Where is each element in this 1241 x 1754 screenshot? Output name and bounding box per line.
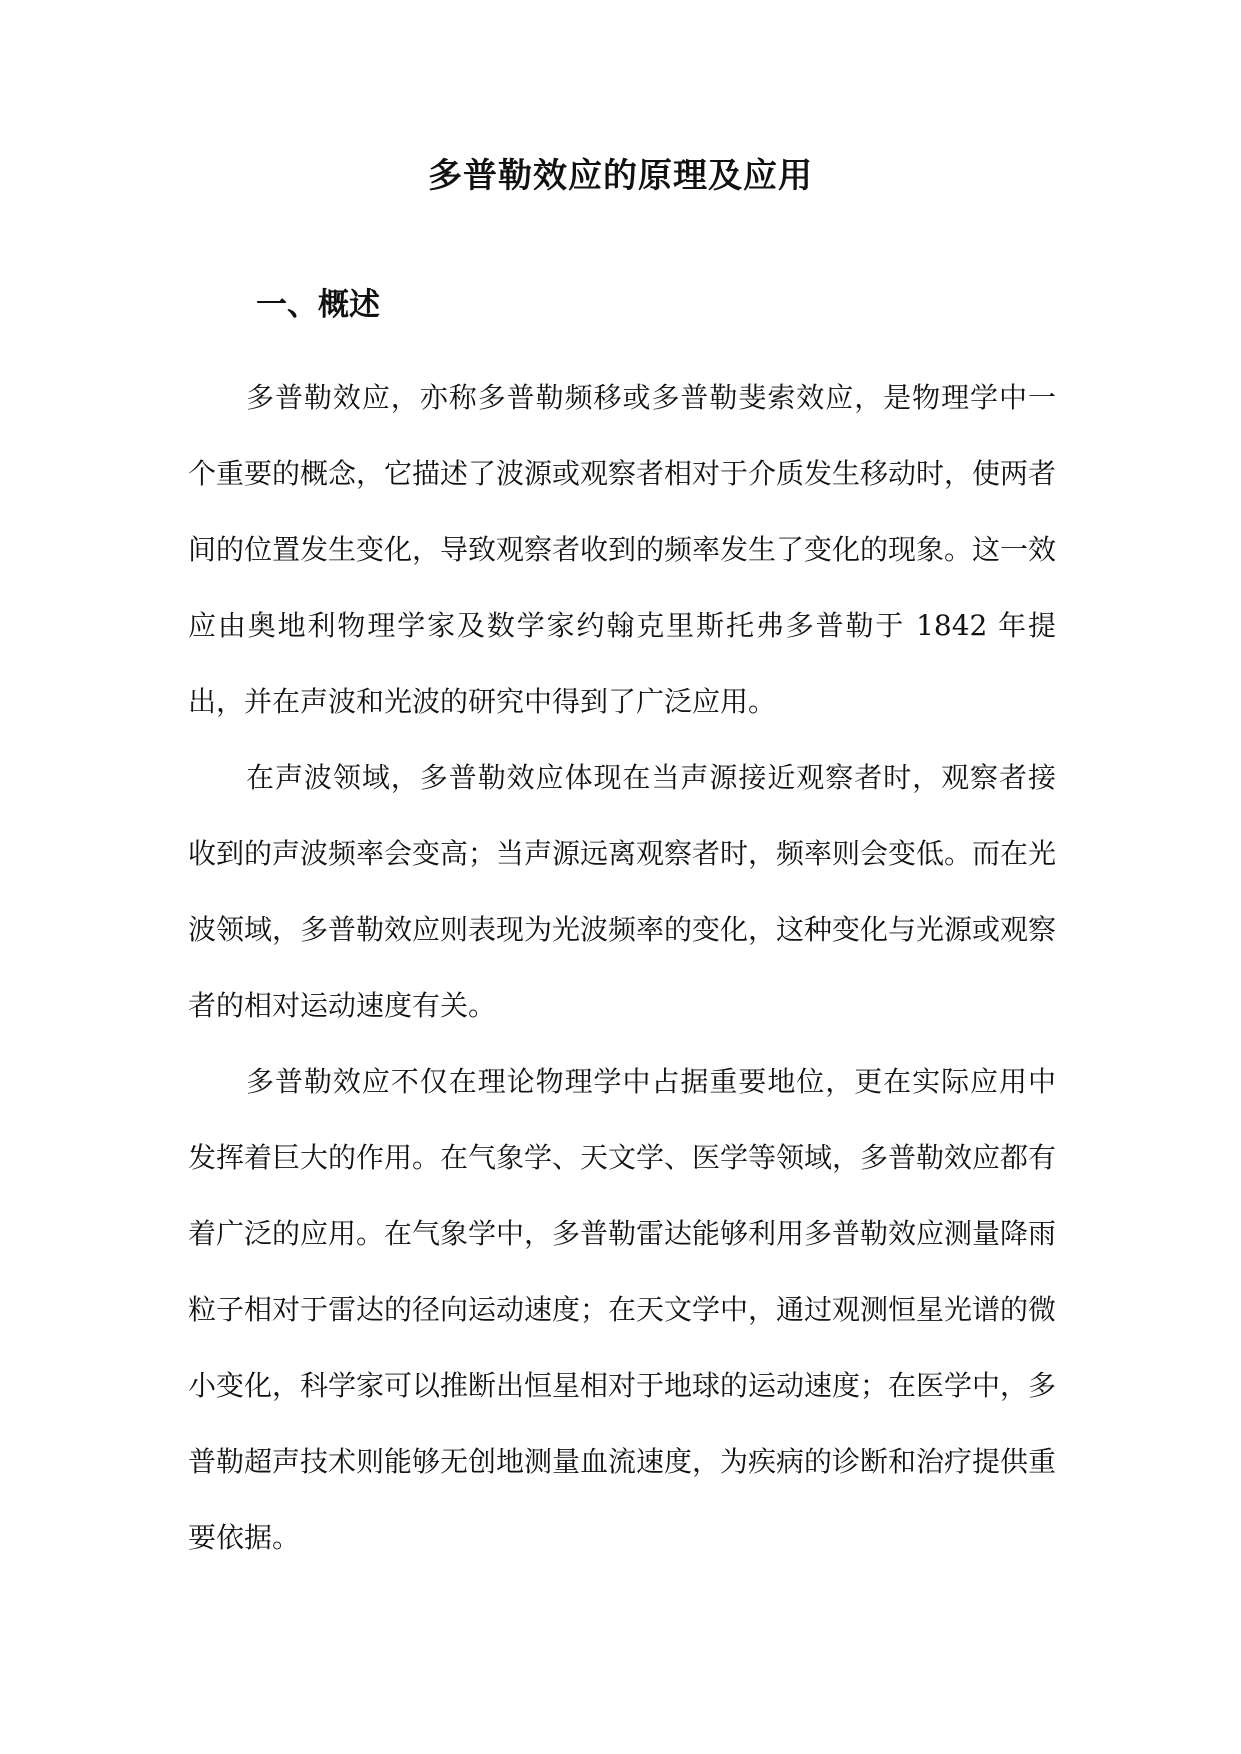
paragraph-definition: 多普勒效应，亦称多普勒频移或多普勒斐索效应，是物理学中一个重要的概念，它描述了波源或观察者相对于介质发生移动时，使两者间的位置发生变化，导致观察者收到的频率发生了变化的现象。这一效应由奥地利物理学家及数学家约翰克里斯托弗多普勒于 1842 年提出，并在声波和光波的研究中得到了广泛应用。 bbox=[188, 381, 1057, 718]
section-body bbox=[188, 360, 1056, 1576]
document-title: 多普勒效应的原理及应用 bbox=[428, 156, 813, 196]
paragraph-sound-light: 在声波领域，多普勒效应体现在当声源接近观察者时，观察者接收到的声波频率会变高；当声源远离观察者时，频率则会变低。而在光波领域，多普勒效应则表现为光波频率的变化，这种变化与光源或观察者的相对运动速度有关。 bbox=[188, 761, 1057, 1022]
paragraph-applications: 多普勒效应不仅在理论物理学中占据重要地位，更在实际应用中发挥着巨大的作用。在气象学、天文学、医学等领域，多普勒效应都有着广泛的应用。在气象学中，多普勒雷达能够利用多普勒效应测量降雨粒子相对于雷达的径向运动速度；在天文学中，通过观测恒星光谱的微小变化，科学家可以推断出恒星相对于地球的运动速度；在医学中，多普勒超声技术则能够无创地测量血流速度，为疾病的诊断和治疗提供重要依据。 bbox=[188, 1065, 1057, 1554]
section-heading-overview: 一、概述 bbox=[256, 287, 380, 323]
